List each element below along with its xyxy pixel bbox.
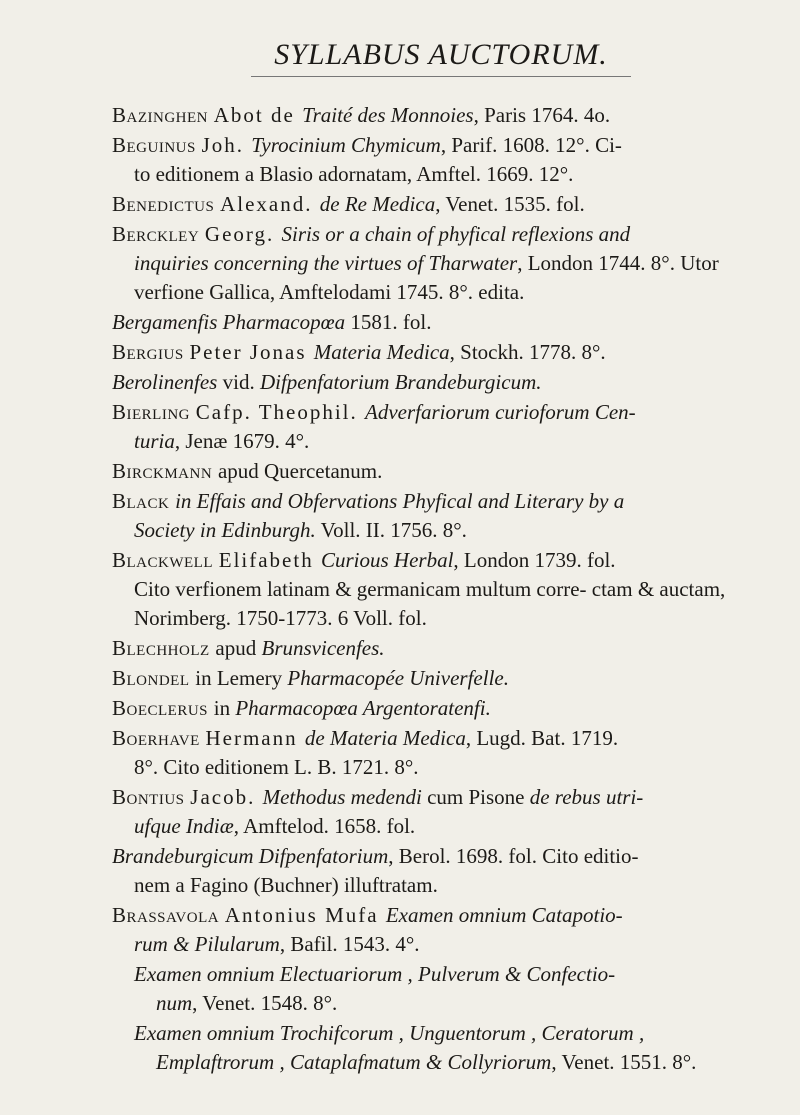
bibliography-entry [112,724,760,782]
entry-title: Methodus medendi [262,785,422,809]
entry-continuation-title: inquiries concerning the virtues of Tharwater [134,251,518,275]
bibliography-entry [112,664,760,693]
bibliography-entry [112,487,760,545]
entry-details: 1581. fol. [345,310,432,334]
entry-details: , Lugd. Bat. 1719. [465,726,619,750]
bibliography-entry [112,783,760,841]
entry-author: Bierling [112,400,196,424]
running-header [112,38,760,77]
entry-continuation [112,930,760,959]
bibliography-entry [112,398,760,456]
entry-author: Brassavola [112,903,225,927]
entry-details: , London 1739. fol. [453,548,616,572]
entry-continuation-text: , Venet. 1551. 8°. [551,1050,697,1074]
entry-given-name: Jacob. [190,785,263,809]
entry-title-continued: Difpenfatorium Brandeburgicum. [259,370,542,394]
entry-continuation-text: , Jenæ 1679. 4°. [174,429,310,453]
entry-continuation-text: , Bafil. 1543. 4°. [279,932,420,956]
entry-title: Materia Medica [313,340,450,364]
entry-continuation-text: Cito verfionem latinam & germanicam multum corre- ctam & auctam, Norimberg. 1750-1773. 6 Voll. fol. [134,577,726,630]
entry-title: Traité des Monnoies [302,103,474,127]
entry-given-name: Peter Jonas [189,340,314,364]
entry-details: , Venet. 1535. fol. [435,192,585,216]
entry-given-name: Abot de [213,103,303,127]
entry-title: Curious Herbal [320,548,454,572]
entry-continuation [134,1048,760,1077]
entry-title: Tyrocinium Chymicum [251,133,441,157]
bibliography-entry [112,842,760,900]
bibliography-entry [112,220,760,307]
entry-details: apud Quercetanum. [217,459,383,483]
bibliography-entry [112,368,760,397]
header-rule [251,76,631,77]
bibliography-subentry [112,960,760,1018]
entry-author: Boerhave [112,726,206,750]
bibliography-entry [112,634,760,663]
bibliography-entry [112,131,760,189]
entry-continuation [112,871,760,900]
entry-author: Bontius [112,785,191,809]
header-title: SYLLABUS AUCTORUM. [274,38,608,71]
entry-author: Benedictus [112,192,221,216]
entry-continuation [112,753,760,782]
entry-title: Examen omnium Catapotio- [385,903,623,927]
entry-continuation-title: turia [134,429,175,453]
entry-title: in Effais and Obfervations Phyfical and Literary by a [175,489,625,513]
bibliography-subentry [112,1019,760,1077]
entry-continuation [112,160,760,189]
entry-author: Boeclerus [112,696,214,720]
entry-given-name: Antonius Mufa [224,903,386,927]
entry-author: Blechholz [112,636,216,660]
entry-title: de Re Medica [319,192,436,216]
entry-author: Berckley [112,222,205,246]
entry-continuation-title: ufque Indiæ [134,814,234,838]
bibliography-entry [112,190,760,219]
entry-author: Bergius [112,340,190,364]
entry-continuation-text: 8°. Cito editionem L. B. 1721. 8°. [134,755,419,779]
bibliography-entry [112,338,760,367]
entry-details: , Paris 1764. 4o. [473,103,611,127]
entry-title-continued: Pharmacopée Univerfelle. [287,666,509,690]
entry-title-continued: Pharmacopœa Argentoratenfi. [235,696,491,720]
entry-author: Bazinghen [112,103,214,127]
entry-author: Black [112,489,176,513]
entry-title-continued: de rebus utri- [529,785,644,809]
entry-title: Examen omnium Electuariorum , Pulverum & Confectio- [134,962,616,986]
entry-continuation-title: rum & Pilularum [134,932,280,956]
entry-title: Siris or a chain of phyfical reflexions and [281,222,631,246]
entry-continuation [112,812,760,841]
entry-author: Blackwell [112,548,219,572]
entry-continuation-text: , London 1744. 8°. Utor verfione Gallica, Amftelodami 1745. 8°. edita. [134,251,719,304]
entry-title: Berolinenfes [112,370,218,394]
entry-continuation [112,427,760,456]
entry-author: Beguinus [112,133,202,157]
bibliography-entry [112,457,760,486]
entry-details: , Parif. 1608. 12°. Ci- [440,133,622,157]
bibliography-entry [112,901,760,959]
entry-continuation [112,516,760,545]
entry-continuation-text: to editionem a Blasio adornatam, Amftel. 1669. 12°. [134,162,574,186]
entry-continuation-title: Society in Edinburgh. [134,518,316,542]
entry-details: , Berol. 1698. fol. Cito editio- [388,844,639,868]
bibliography-entry [112,101,760,130]
entry-continuation-text: , Venet. 1548. 8°. [192,991,338,1015]
entry-title: Brandeburgicum Difpenfatorium [112,844,389,868]
entry-given-name: Elifabeth [218,548,321,572]
entry-continuation [112,575,760,633]
entry-continuation-text: Voll. II. 1756. 8°. [315,518,467,542]
entry-author: Blondel [112,666,196,690]
entry-given-name: Joh. [201,133,252,157]
entry-title: Examen omnium Trochifcorum , Unguentorum , Ceratorum , [134,1021,645,1045]
entry-details: in [213,696,236,720]
entry-details: apud [215,636,262,660]
entry-continuation-text: nem a Fagino (Buchner) illuftratam. [134,873,438,897]
entry-continuation-title: num [156,991,193,1015]
entry-given-name: Georg. [204,222,282,246]
entry-given-name: Hermann [205,726,305,750]
entry-title-continued: Brunsvicenfes. [261,636,385,660]
entry-title: de Materia Medica [304,726,466,750]
entry-given-name: Alexand. [220,192,320,216]
entry-continuation-text: , Amftelod. 1658. fol. [233,814,416,838]
entry-details: in Lemery [195,666,288,690]
bibliography-entry [112,694,760,723]
entry-given-name: Cafp. Theophil. [195,400,366,424]
entry-details: cum Pisone [421,785,530,809]
entry-list [112,101,760,1077]
entry-author: Birckmann [112,459,218,483]
entry-title: Adverfariorum curioforum Cen- [365,400,636,424]
bibliography-entry [112,308,760,337]
entry-continuation [134,989,760,1018]
entry-details: vid. [217,370,260,394]
bibliography-entry [112,546,760,633]
entry-continuation [112,249,760,307]
entry-details: , Stockh. 1778. 8°. [449,340,606,364]
entry-title: Bergamenfis Pharmacopœa [112,310,346,334]
entry-continuation-title: Emplaftrorum , Cataplafmatum & Collyriorum [156,1050,552,1074]
